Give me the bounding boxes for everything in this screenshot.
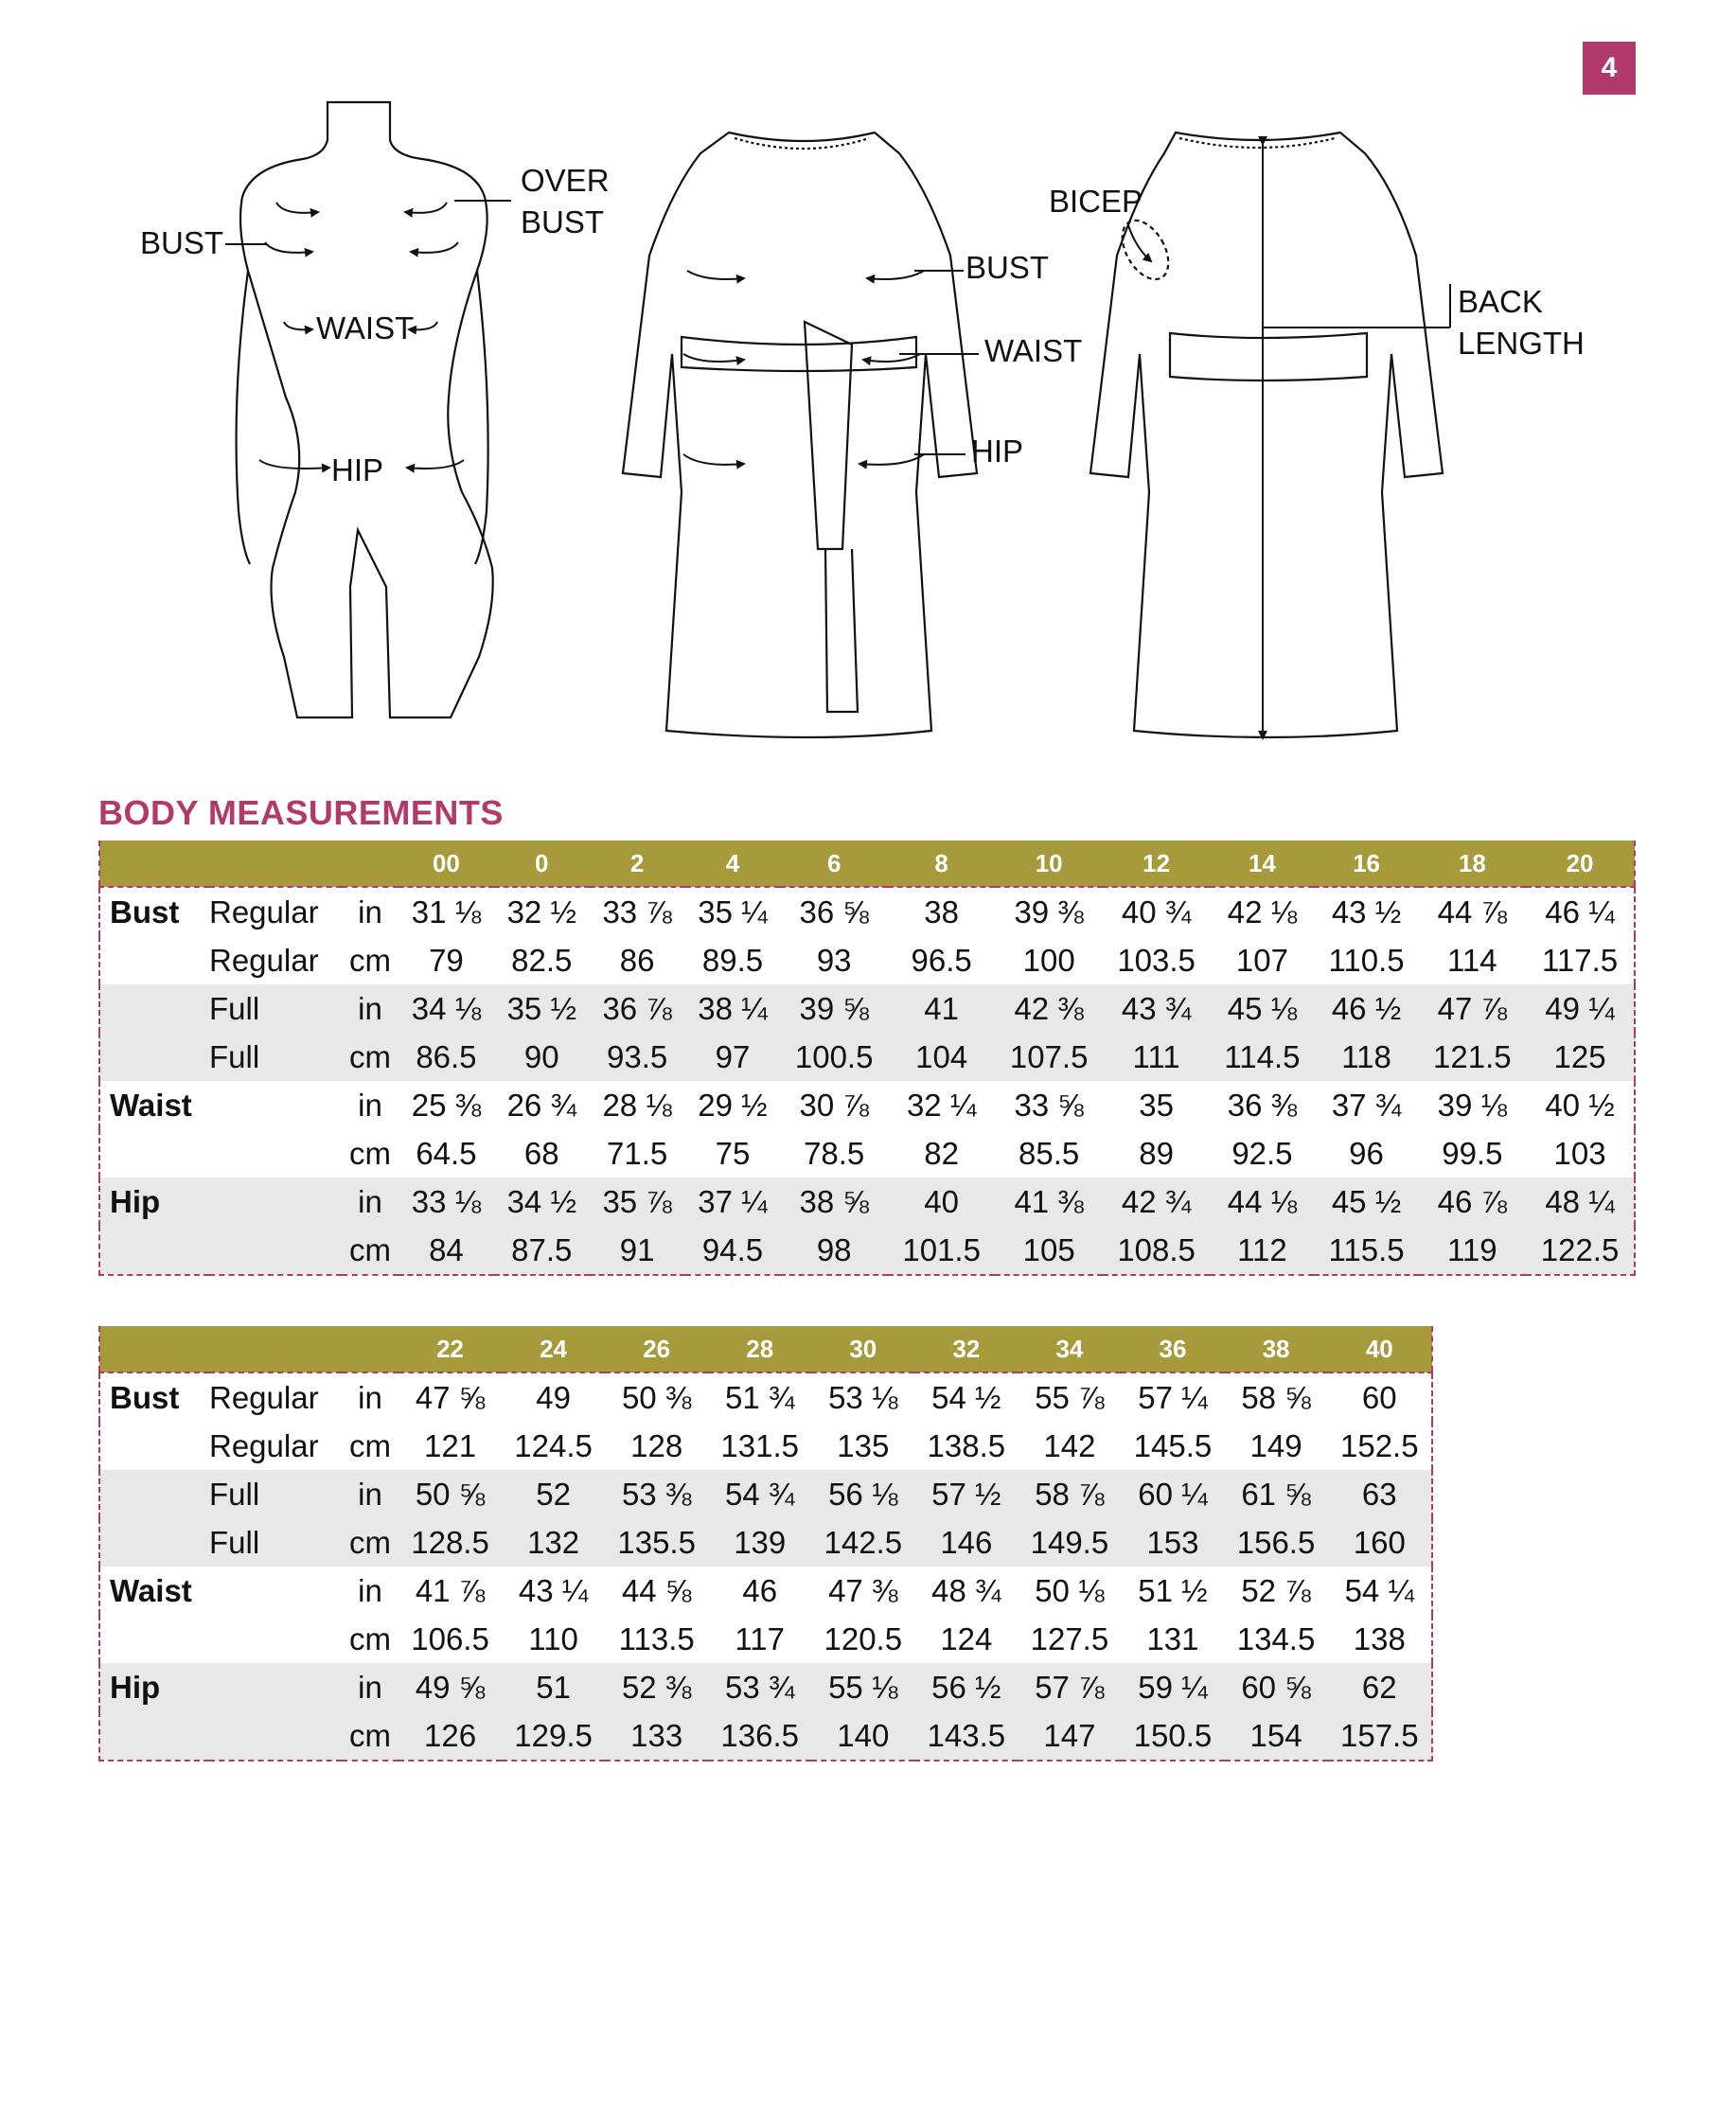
measurement-value: 110: [528, 1620, 578, 1656]
measurement-table-sizes-00-20: [98, 841, 1636, 1276]
fit-type: Regular: [209, 942, 319, 978]
measurement-value: 55 ⅛: [811, 1663, 914, 1711]
size-header-cell: 14: [1210, 841, 1314, 887]
table-row: [99, 936, 1635, 984]
size-header-row: [99, 1326, 1432, 1372]
measurement-category: Hip: [99, 1177, 209, 1226]
measurement-value: 150.5: [1121, 1711, 1224, 1761]
table-row: [99, 1711, 1432, 1761]
table-row: [99, 1567, 1432, 1615]
measurement-value: 42 ⅛: [1227, 894, 1298, 930]
measurement-value: 108.5: [1103, 1226, 1210, 1275]
measurement-value: 39 ⅜: [1014, 894, 1084, 930]
measurement-value: 33 ⅞: [602, 894, 672, 930]
measurement-value: 145.5: [1133, 1427, 1213, 1463]
measurement-value: 156.5: [1225, 1518, 1328, 1567]
measurement-value: 91: [590, 1226, 685, 1275]
measurement-value: 147: [1018, 1711, 1121, 1761]
fit-type: Full: [209, 1033, 342, 1081]
front-dress: [623, 133, 977, 737]
measurement-value: 86: [619, 942, 655, 978]
measurement-value: 149.5: [1018, 1518, 1121, 1567]
measurement-value: 100: [1022, 942, 1075, 978]
unit-label: in: [358, 1379, 382, 1415]
measurement-value: 63: [1328, 1470, 1432, 1518]
header-blank-cell: [209, 1326, 342, 1372]
measurement-value: 82.5: [511, 942, 573, 978]
body-label-hip: HIP: [331, 452, 384, 487]
measurement-value: 52 ⅞: [1241, 1572, 1311, 1608]
measurement-value: 41: [888, 984, 995, 1033]
measurement-value: 78.5: [804, 1135, 865, 1171]
measurement-value: 121.5: [1419, 1033, 1526, 1081]
fit-type: [209, 1711, 342, 1761]
measurement-value: 60: [1361, 1379, 1397, 1415]
measurement-value: 71.5: [607, 1135, 668, 1171]
measurement-value: 111: [1103, 1033, 1210, 1081]
measurement-value: 124: [940, 1620, 993, 1656]
measurement-value: 44 ⅝: [621, 1572, 692, 1608]
measurement-value: 131.5: [720, 1427, 800, 1463]
measurement-category: [99, 1711, 209, 1761]
measurement-value: 52: [502, 1470, 605, 1518]
measurement-value: 42 ¾: [1103, 1177, 1210, 1226]
size-header-cell: 22: [399, 1326, 502, 1372]
measurement-value: 97: [685, 1033, 781, 1081]
measurement-value: 107: [1235, 942, 1288, 978]
measurement-value: 68: [523, 1135, 559, 1171]
measurement-value: 34 ⅛: [399, 984, 494, 1033]
measurement-value: 136.5: [708, 1711, 811, 1761]
table-row: [99, 1422, 1432, 1470]
measurement-value: 94.5: [685, 1226, 781, 1275]
measurement-value: 103.5: [1117, 942, 1196, 978]
measurement-value: 59 ¼: [1121, 1663, 1224, 1711]
table-row: [99, 1177, 1635, 1226]
measurement-value: 60 ⅝: [1225, 1663, 1328, 1711]
measurement-value: 33 ⅛: [399, 1177, 494, 1226]
measurement-value: 26 ¾: [506, 1087, 576, 1123]
section-title: BODY MEASUREMENTS: [98, 793, 504, 832]
measurement-value: 57 ½: [914, 1470, 1018, 1518]
measurement-value: 135.5: [605, 1518, 708, 1567]
unit-label: in: [342, 1177, 399, 1226]
measurement-value: 92.5: [1231, 1135, 1293, 1171]
unit-label: in: [358, 1087, 382, 1123]
measurement-value: 54 ¼: [1344, 1572, 1414, 1608]
size-header-cell: 26: [605, 1326, 708, 1372]
measurement-value: 82: [924, 1135, 960, 1171]
measurement-value: 96: [1349, 1135, 1384, 1171]
fit-type: Regular: [209, 1427, 319, 1463]
measurement-value: 35 ⅞: [590, 1177, 685, 1226]
measurement-value: 125: [1526, 1033, 1635, 1081]
measurement-value: 31 ⅛: [411, 894, 482, 930]
unit-label: in: [358, 894, 382, 930]
measurement-category: Bust: [110, 894, 180, 930]
measurement-value: 54 ¾: [708, 1470, 811, 1518]
measurement-value: 79: [429, 942, 464, 978]
body-label-bust: BUST: [140, 225, 224, 260]
measurement-value: 101.5: [888, 1226, 995, 1275]
back-dress: [1090, 133, 1443, 737]
back-label-back-length-1: BACK: [1458, 284, 1543, 319]
unit-label: in: [342, 1663, 399, 1711]
measurement-value: 58 ⅝: [1241, 1379, 1311, 1415]
unit-label: cm: [349, 1427, 391, 1463]
back-label-bicep: BICEP: [1049, 184, 1143, 219]
table-row: [99, 1129, 1635, 1177]
measurement-value: 128.5: [399, 1518, 502, 1567]
size-header-cell: 12: [1103, 841, 1210, 887]
fit-type: [209, 1129, 342, 1177]
measurement-value: 143.5: [914, 1711, 1018, 1761]
size-header-cell: 2: [590, 841, 685, 887]
measurement-value: 51: [502, 1663, 605, 1711]
measurement-value: 53 ⅛: [828, 1379, 898, 1415]
measurement-value: 53 ⅜: [605, 1470, 708, 1518]
measurement-value: 135: [837, 1427, 890, 1463]
header-blank-cell: [99, 841, 209, 887]
measurement-value: 129.5: [502, 1711, 605, 1761]
body-label-waist: WAIST: [316, 310, 415, 345]
measurement-value: 106.5: [411, 1620, 489, 1656]
size-header-cell: 34: [1018, 1326, 1121, 1372]
measurement-value: 138.5: [927, 1427, 1006, 1463]
measurement-value: 36 ⅞: [590, 984, 685, 1033]
measurement-category: [99, 1470, 209, 1518]
measurement-value: 46 ⅞: [1419, 1177, 1526, 1226]
measurement-value: 122.5: [1526, 1226, 1635, 1275]
measurement-value: 55 ⅞: [1035, 1379, 1105, 1415]
measurement-value: 46 ¼: [1545, 894, 1615, 930]
measurement-value: 33 ⅝: [1014, 1087, 1084, 1123]
measurement-value: 35: [1139, 1087, 1174, 1123]
header-blank-cell: [342, 841, 399, 887]
measurement-value: 48 ¾: [931, 1572, 1001, 1608]
measurement-value: 49: [536, 1379, 571, 1415]
back-label-back-length-2: LENGTH: [1458, 326, 1585, 361]
size-header-cell: 8: [888, 841, 995, 887]
measurement-value: 43 ½: [1331, 894, 1402, 930]
measurement-value: 42 ⅜: [995, 984, 1102, 1033]
unit-label: cm: [349, 942, 391, 978]
size-header-cell: 40: [1328, 1326, 1432, 1372]
measurement-value: 51 ½: [1138, 1572, 1208, 1608]
size-header-row: [99, 841, 1635, 887]
measurement-value: 99.5: [1442, 1135, 1503, 1171]
measurement-value: 47 ⅝: [415, 1379, 486, 1415]
table-row: [99, 1663, 1432, 1711]
measurement-value: 154: [1225, 1711, 1328, 1761]
fit-type: [209, 1615, 342, 1663]
measurement-value: 118: [1314, 1033, 1418, 1081]
measurement-value: 29 ½: [698, 1087, 768, 1123]
unit-label: cm: [342, 1711, 399, 1761]
measurement-value: 89.5: [701, 942, 764, 978]
unit-label: cm: [342, 1226, 399, 1275]
measurement-value: 54 ½: [931, 1379, 1001, 1415]
measurement-value: 105: [995, 1226, 1102, 1275]
unit-label: cm: [342, 1033, 399, 1081]
measurement-value: 57 ¼: [1138, 1379, 1208, 1415]
measurement-value: 32 ¼: [906, 1087, 977, 1123]
measurement-value: 56 ½: [914, 1663, 1018, 1711]
unit-label: cm: [349, 1135, 391, 1171]
measurement-value: 30 ⅞: [799, 1087, 869, 1123]
fit-type: Full: [209, 1518, 342, 1567]
measurement-value: 138: [1353, 1620, 1406, 1656]
measurement-value: 49 ⅝: [399, 1663, 502, 1711]
measurement-value: 62: [1328, 1663, 1432, 1711]
fit-type: Regular: [209, 894, 319, 930]
measurement-value: 127.5: [1030, 1620, 1109, 1656]
measurement-value: 113.5: [618, 1620, 695, 1656]
measurement-value: 100.5: [780, 1033, 887, 1081]
measurement-value: 58 ⅞: [1018, 1470, 1121, 1518]
unit-label: in: [342, 1470, 399, 1518]
table-row: [99, 1518, 1432, 1567]
measurement-value: 131: [1146, 1620, 1199, 1656]
measurement-value: 149: [1249, 1427, 1302, 1463]
front-label-waist: WAIST: [984, 333, 1083, 368]
measurement-value: 40: [888, 1177, 995, 1226]
fit-type: Regular: [209, 1379, 319, 1415]
measurement-value: 40 ½: [1545, 1087, 1615, 1123]
header-blank-cell: [209, 841, 342, 887]
measurement-value: 53 ¾: [708, 1663, 811, 1711]
measurement-value: 124.5: [514, 1427, 593, 1463]
measurement-value: 50 ⅜: [621, 1379, 692, 1415]
size-header-cell: 00: [399, 841, 494, 887]
measurement-value: 41 ⅞: [415, 1572, 486, 1608]
table-row: [99, 1372, 1432, 1422]
measurement-value: 35 ½: [494, 984, 590, 1033]
measurement-value: 107.5: [995, 1033, 1102, 1081]
measurement-value: 25 ⅜: [411, 1087, 482, 1123]
size-header-cell: 6: [780, 841, 887, 887]
fit-type: [209, 1567, 342, 1615]
measurement-category: [99, 1422, 209, 1470]
measurement-value: 35 ¼: [698, 894, 768, 930]
size-header-cell: 18: [1419, 841, 1526, 887]
measurement-value: 120.5: [824, 1620, 903, 1656]
measurement-value: 93: [816, 942, 852, 978]
measurement-value: 40 ¾: [1121, 894, 1192, 930]
measurement-value: 52 ⅜: [605, 1663, 708, 1711]
size-header-cell: 30: [811, 1326, 914, 1372]
measurement-category: Waist: [110, 1572, 192, 1608]
measurement-category: [99, 1226, 209, 1275]
measurement-value: 126: [399, 1711, 502, 1761]
measurement-category: Bust: [110, 1379, 180, 1415]
fit-type: [209, 1081, 342, 1129]
measurement-value: 90: [494, 1033, 590, 1081]
measurement-value: 57 ⅞: [1018, 1663, 1121, 1711]
measurement-value: 128: [630, 1427, 683, 1463]
table-row: [99, 1081, 1635, 1129]
fit-type: [209, 1663, 342, 1711]
measurement-value: 75: [715, 1135, 751, 1171]
measurement-category: [99, 1615, 209, 1663]
fit-type: [209, 1177, 342, 1226]
measurement-value: 152.5: [1339, 1427, 1419, 1463]
measurement-value: 60 ¼: [1121, 1470, 1224, 1518]
measurement-category: Waist: [110, 1087, 192, 1123]
fit-type: Full: [209, 1470, 342, 1518]
measurement-value: 112: [1210, 1226, 1314, 1275]
size-header-cell: 0: [494, 841, 590, 887]
measurement-value: 104: [888, 1033, 995, 1081]
measurement-value: 115.5: [1314, 1226, 1418, 1275]
measurement-value: 37 ¾: [1331, 1087, 1402, 1123]
measurement-value: 36 ⅝: [799, 894, 869, 930]
measurement-value: 47 ⅜: [828, 1572, 898, 1608]
measurement-value: 34 ½: [494, 1177, 590, 1226]
measurement-value: 87.5: [494, 1226, 590, 1275]
measurement-table-sizes-22-40: [98, 1326, 1433, 1762]
measurement-value: 84: [399, 1226, 494, 1275]
measurement-value: 32 ½: [506, 894, 576, 930]
table-row: [99, 984, 1635, 1033]
measurement-value: 64.5: [416, 1135, 477, 1171]
measurement-category: [99, 984, 209, 1033]
measurement-value: 133: [605, 1711, 708, 1761]
measurement-value: 121: [424, 1427, 477, 1463]
measurement-value: 38 ⅝: [780, 1177, 887, 1226]
measurement-value: 98: [780, 1226, 887, 1275]
measurement-value: 44 ⅞: [1437, 894, 1508, 930]
measurement-value: 36 ⅜: [1227, 1087, 1298, 1123]
measurement-value: 43 ¾: [1103, 984, 1210, 1033]
unit-label: in: [358, 1572, 382, 1608]
measurement-value: 114.5: [1210, 1033, 1314, 1081]
measurement-value: 110.5: [1328, 942, 1405, 978]
measurement-value: 51 ¾: [725, 1379, 795, 1415]
size-header-cell: 28: [708, 1326, 811, 1372]
measurement-value: 38 ¼: [685, 984, 781, 1033]
measurement-value: 132: [502, 1518, 605, 1567]
front-label-hip: HIP: [971, 434, 1024, 469]
measurement-value: 119: [1419, 1226, 1526, 1275]
measurement-value: 157.5: [1328, 1711, 1432, 1761]
measurement-category: [99, 1518, 209, 1567]
measurement-category: [99, 1033, 209, 1081]
measurement-category: [99, 936, 209, 984]
measurement-value: 45 ½: [1314, 1177, 1418, 1226]
measurement-value: 89: [1139, 1135, 1174, 1171]
measurement-value: 37 ¼: [685, 1177, 781, 1226]
size-header-cell: 4: [685, 841, 781, 887]
measurement-value: 50 ⅝: [399, 1470, 502, 1518]
measurement-value: 50 ⅛: [1035, 1572, 1105, 1608]
measurement-value: 61 ⅝: [1225, 1470, 1328, 1518]
size-header-cell: 20: [1526, 841, 1635, 887]
unit-label: in: [342, 984, 399, 1033]
measurement-value: 139: [708, 1518, 811, 1567]
measurement-value: 43 ¼: [518, 1572, 589, 1608]
measurement-value: 39 ⅝: [780, 984, 887, 1033]
measurement-value: 41 ⅜: [995, 1177, 1102, 1226]
measurement-category: [99, 1129, 209, 1177]
page-number-badge: 4: [1583, 42, 1636, 95]
table-row: [99, 1615, 1432, 1663]
measurement-value: 46 ½: [1314, 984, 1418, 1033]
measurement-value: 117.5: [1541, 942, 1619, 978]
measurement-value: 160: [1328, 1518, 1432, 1567]
body-label-over-bust-2: BUST: [521, 204, 605, 239]
measurement-value: 153: [1121, 1518, 1224, 1567]
size-header-cell: 24: [502, 1326, 605, 1372]
body-label-over-bust-1: OVER: [521, 163, 610, 198]
measurement-value: 48 ¼: [1526, 1177, 1635, 1226]
table-row: [99, 1226, 1635, 1275]
measurement-value: 47 ⅞: [1419, 984, 1526, 1033]
unit-label: cm: [349, 1620, 391, 1656]
header-blank-cell: [342, 1326, 399, 1372]
measurement-value: 134.5: [1236, 1620, 1316, 1656]
measurement-value: 45 ⅛: [1210, 984, 1314, 1033]
front-label-bust: BUST: [965, 250, 1050, 285]
fit-type: [209, 1226, 342, 1275]
table-row: [99, 887, 1635, 936]
table-row: [99, 1033, 1635, 1081]
header-blank-cell: [99, 1326, 209, 1372]
measurement-value: 38: [924, 894, 960, 930]
size-header-cell: 38: [1225, 1326, 1328, 1372]
size-header-cell: 16: [1314, 841, 1418, 887]
fit-type: Full: [209, 984, 342, 1033]
measurement-value: 140: [811, 1711, 914, 1761]
unit-label: cm: [342, 1518, 399, 1567]
measurement-category: Hip: [99, 1663, 209, 1711]
measurement-value: 86.5: [399, 1033, 494, 1081]
measurement-value: 85.5: [1019, 1135, 1080, 1171]
measurement-value: 39 ⅛: [1437, 1087, 1508, 1123]
size-header-cell: 36: [1121, 1326, 1224, 1372]
measurement-value: 96.5: [911, 942, 972, 978]
measurement-value: 142.5: [811, 1518, 914, 1567]
measurement-value: 103: [1553, 1135, 1606, 1171]
measurement-value: 44 ⅛: [1210, 1177, 1314, 1226]
measurement-value: 146: [914, 1518, 1018, 1567]
measurement-value: 56 ⅛: [811, 1470, 914, 1518]
measurement-value: 49 ¼: [1526, 984, 1635, 1033]
measurement-value: 28 ⅛: [602, 1087, 672, 1123]
measurement-value: 142: [1043, 1427, 1096, 1463]
measurement-value: 114: [1447, 942, 1497, 978]
measurement-value: 46: [742, 1572, 778, 1608]
measurement-illustrations: [0, 0, 1736, 776]
body-figure: [237, 102, 493, 717]
measurement-value: 117: [735, 1620, 786, 1656]
size-header-cell: 32: [914, 1326, 1018, 1372]
size-header-cell: 10: [995, 841, 1102, 887]
table-row: [99, 1470, 1432, 1518]
measurement-value: 93.5: [590, 1033, 685, 1081]
